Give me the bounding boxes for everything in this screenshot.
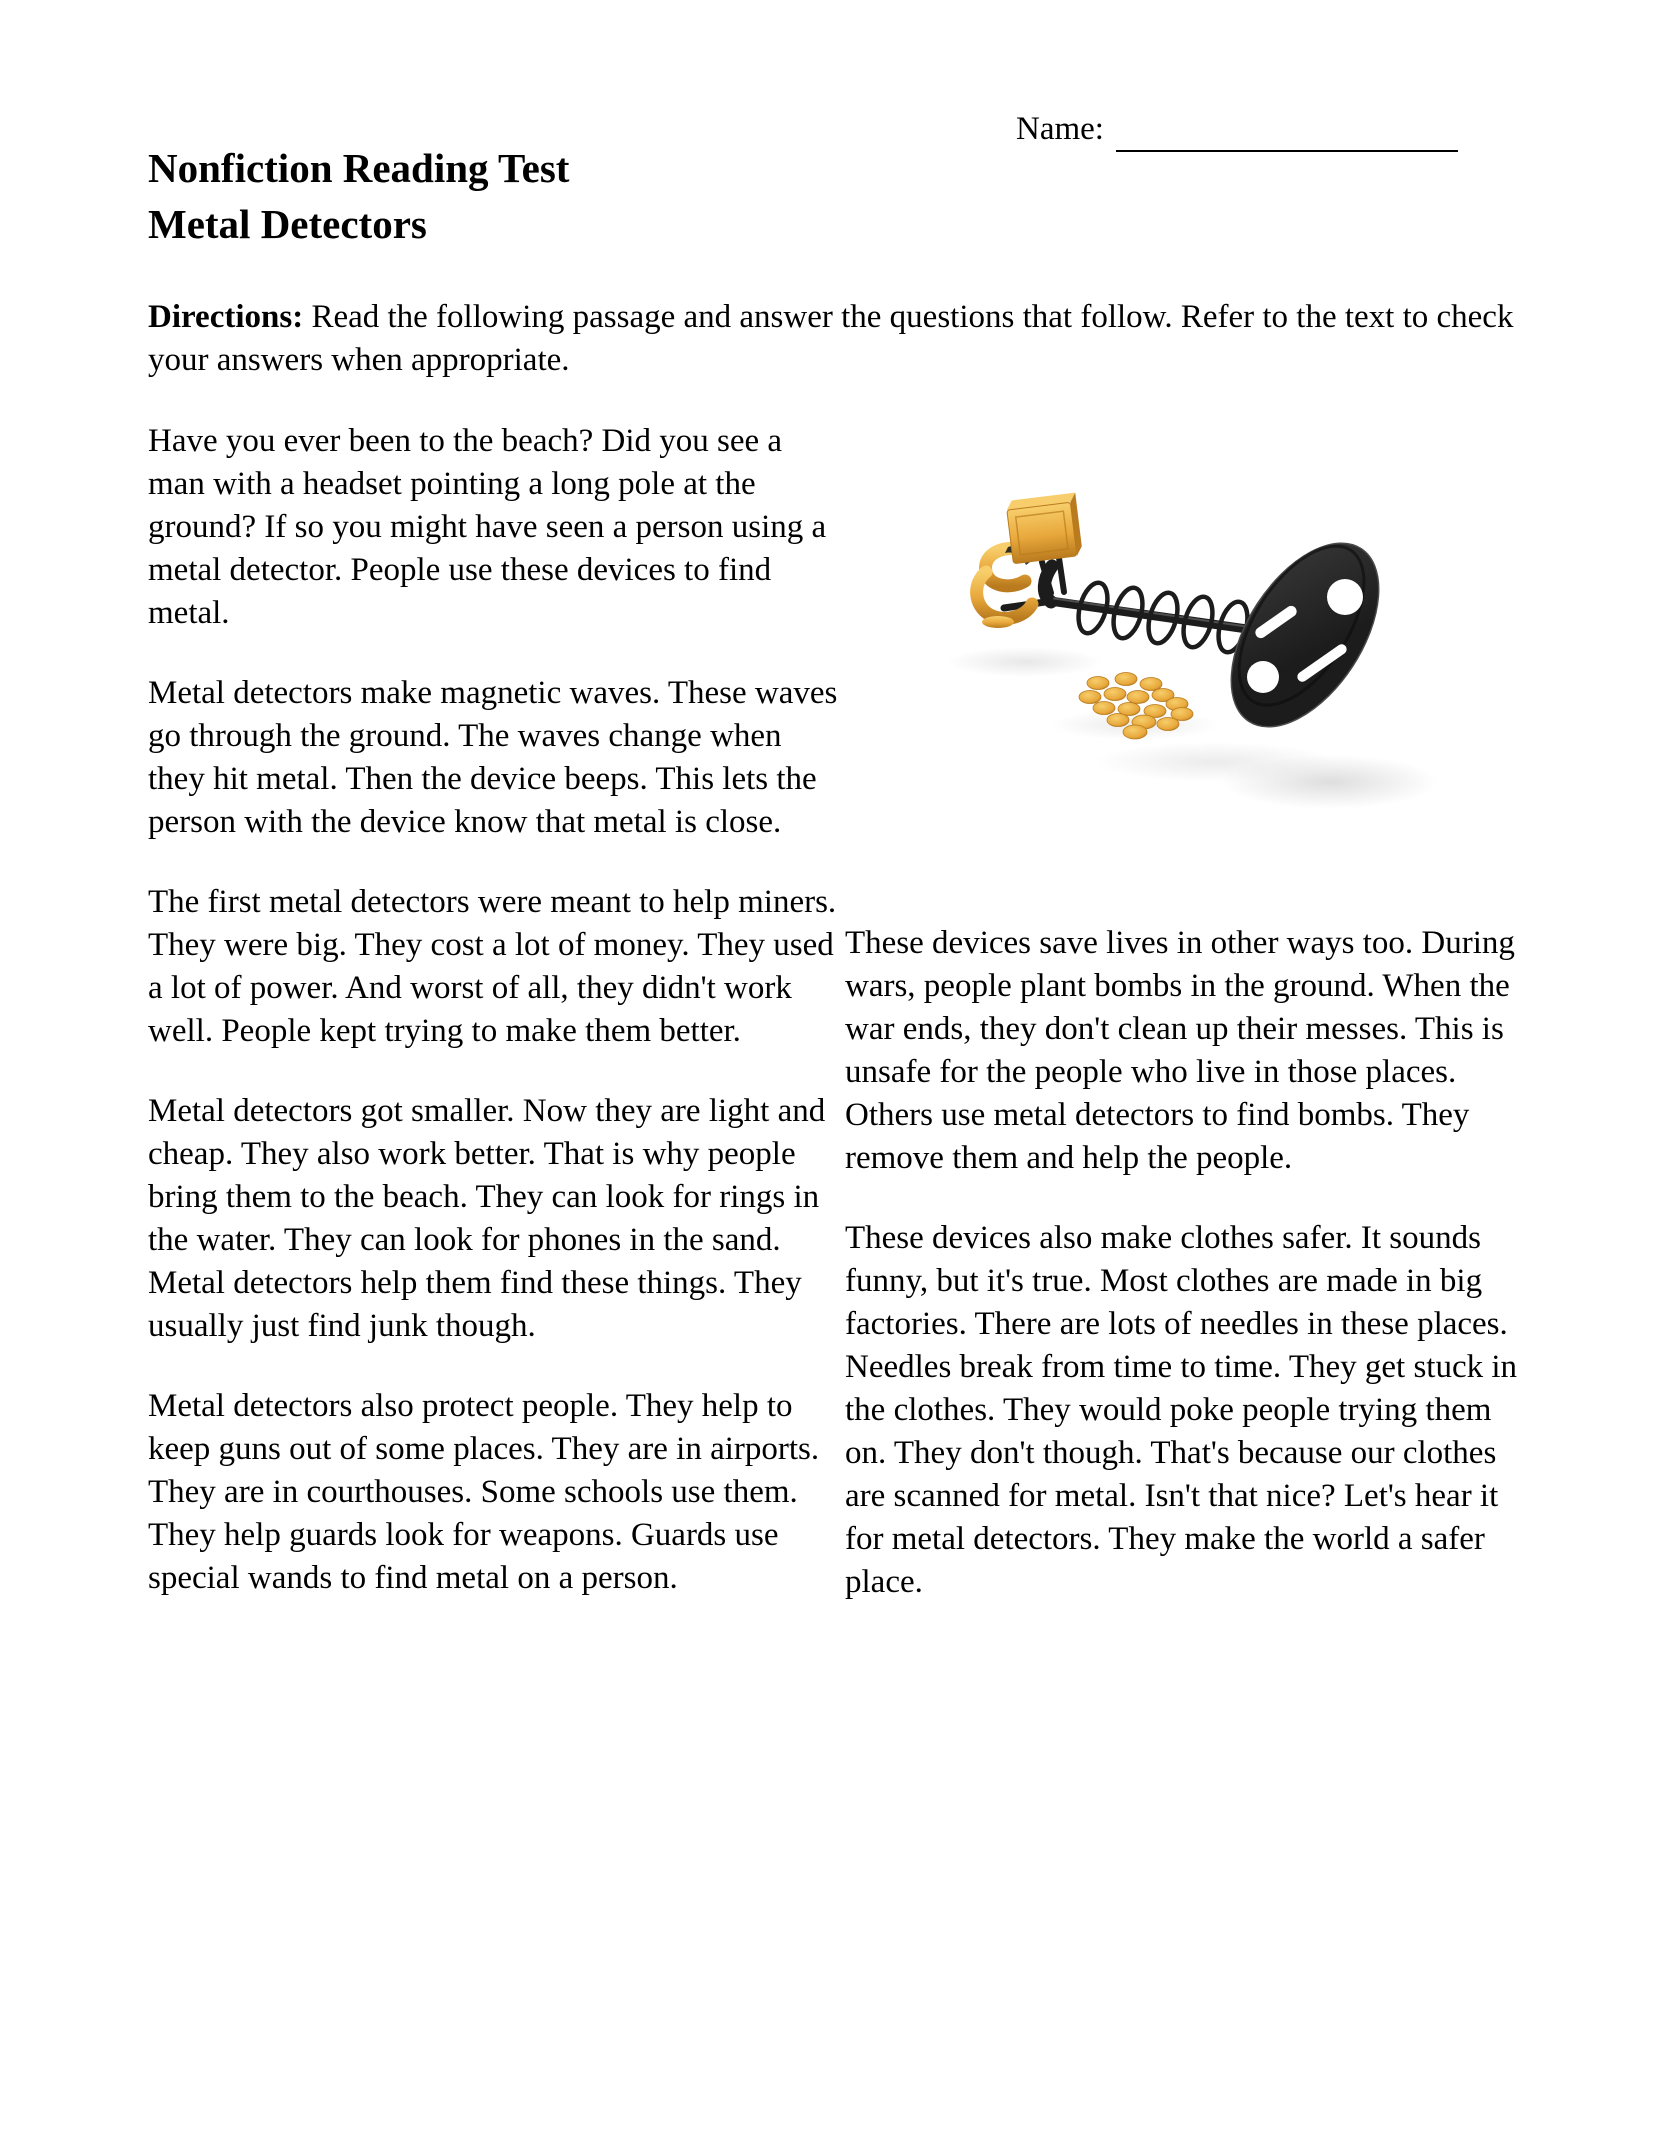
coin	[1107, 714, 1129, 727]
page-title	[148, 140, 569, 252]
title-line-1: Nonfiction Reading Test	[148, 145, 570, 191]
coin	[1127, 691, 1149, 704]
detector-control-box	[1006, 493, 1083, 564]
coin	[1093, 702, 1115, 715]
detector-search-coil-disc	[1201, 518, 1409, 753]
metal-detector-image	[930, 450, 1460, 865]
disc-hole	[1327, 579, 1363, 615]
metal-detector-illustration	[930, 450, 1460, 865]
coin	[1123, 725, 1147, 739]
passage-paragraph: These devices save lives in other ways too. During wars, people plant bombs in the ground. When the war ends, they don't clean up their messes. This is unsafe for the people who live in those places. Others use metal detectors to find bombs. They remove them and help the people.	[845, 925, 1515, 1176]
title-line-2: Metal Detectors	[148, 201, 427, 247]
shadow	[947, 647, 1438, 809]
name-field-row	[1016, 104, 1458, 152]
directions	[148, 296, 1544, 382]
passage-paragraph: The first metal detectors were meant to help miners. They were big. They cost a lot of money. They used a lot of power. And worst of all, they didn't work well. People kept trying to make them better.	[148, 884, 837, 1049]
coin	[1157, 718, 1179, 731]
coin	[1079, 691, 1101, 704]
passage-paragraph: These devices also make clothes safer. It sounds funny, but it's true. Most clothes are made in big factories. There are lots of needles in these places. Needles break from time to time. They get stuck in the clothes. They would poke people trying them on. They don't though. That's because our clothes are scanned for metal. Isn't that nice? Let's hear it for metal detectors. They make the world a safer place.	[845, 1220, 1518, 1600]
passage-paragraph: Have you ever been to the beach? Did you see a man with a headset pointing a long pole at the ground? If so you might have seen a person using a metal detector. People use these devices to find metal.	[148, 423, 827, 631]
coin	[1115, 673, 1137, 686]
coin	[1087, 677, 1109, 690]
passage-paragraph: Metal detectors also protect people. They help to keep guns out of some places. They are in airports. They are in courthouses. Some schools use them. They help guards look for weapons. Guards use special wands to find metal on a person.	[148, 1388, 820, 1596]
passage-paragraph: Metal detectors got smaller. Now they are light and cheap. They also work better. That is why people bring them to the beach. They can look for rings in the water. They can look for phones in the sand. Metal detectors help them find these things. They usually just find junk though.	[148, 1093, 826, 1344]
right-column	[845, 922, 1539, 1604]
disc-hole	[1247, 661, 1279, 693]
coin	[1104, 688, 1126, 701]
directions-text: Read the following passage and answer the questions that follow. Refer to the text to check your answers when appropriate.	[148, 299, 1514, 378]
directions-label: Directions:	[148, 299, 304, 335]
name-blank-line	[1116, 104, 1458, 152]
left-column	[148, 420, 842, 1600]
name-label: Name:	[1016, 111, 1104, 147]
passage-paragraph: Metal detectors make magnetic waves. These waves go through the ground. The waves change when they hit metal. Then the device beeps. This lets the person with the device know that metal is close.	[148, 675, 838, 840]
coin	[1140, 678, 1162, 691]
